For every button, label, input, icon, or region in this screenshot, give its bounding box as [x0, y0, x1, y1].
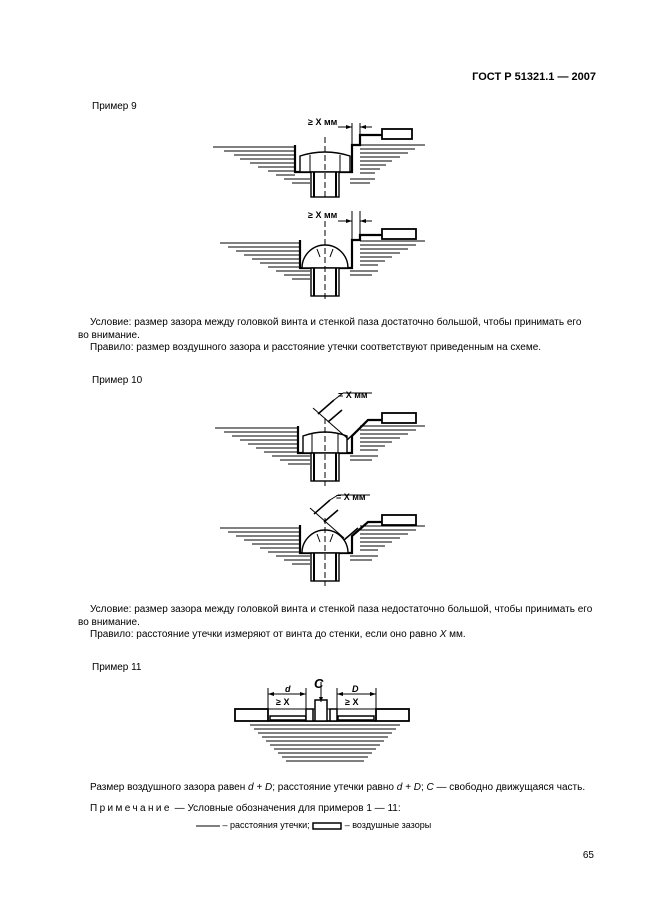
clearance-box-symbol: [312, 821, 342, 831]
example10-dim-label-2: = X мм: [336, 492, 366, 502]
note-label: Примечание: [90, 803, 172, 814]
creepage-line-symbol: [196, 821, 220, 831]
example11-title: Пример 11: [92, 662, 142, 673]
example10-condition: Условие: размер зазора между головкой винта и стенкой паза недостаточно большой, чтобы принимать его во внимание.: [78, 604, 593, 628]
label-ge-x-right: ≥ X: [345, 697, 359, 707]
example9-figure-top: [210, 115, 435, 200]
example9-title: Пример 9: [92, 101, 137, 112]
example9-rule: Правило: размер воздушного зазора и расстояние утечки соответствуют приведенным на схеме.: [90, 342, 542, 353]
page-number: 65: [582, 850, 594, 861]
label-ge-x-left: ≥ X: [276, 697, 290, 707]
example9-dim-label-2: ≥ X мм: [308, 210, 338, 220]
example10-rule: Правило: расстояние утечки измеряют от винта до стенки, если оно равно X мм.: [90, 629, 466, 640]
doc-header: ГОСТ Р 51321.1 — 2007: [472, 71, 596, 83]
example10-title: Пример 10: [92, 375, 143, 386]
example11-text: Размер воздушного зазора равен d + D; расстояние утечки равно d + D; C — свободно движущаяся часть.: [90, 782, 586, 793]
note: Примечание — Условные обозначения для примеров 1 — 11:: [90, 803, 401, 814]
creepage-legend-label: – расстояния утечки;: [222, 820, 310, 830]
legend: [196, 820, 431, 834]
example10-dim-label: = X мм: [338, 390, 368, 400]
example10-figure-top: [210, 388, 435, 488]
label-c: C: [314, 676, 324, 691]
label-d-big: D: [352, 684, 359, 694]
example10-figure-bottom: [210, 490, 435, 590]
example9-condition: Условие: размер зазора между головкой винта и стенкой паза достаточно большой, чтобы принимать его во внимание.: [78, 317, 582, 341]
example9-figure-bottom: [210, 205, 435, 300]
example11-figure: [230, 672, 420, 772]
example9-dim-label: ≥ X мм: [308, 117, 338, 127]
label-d-small: d: [285, 684, 291, 694]
clearance-legend-label: – воздушные зазоры: [344, 820, 432, 830]
